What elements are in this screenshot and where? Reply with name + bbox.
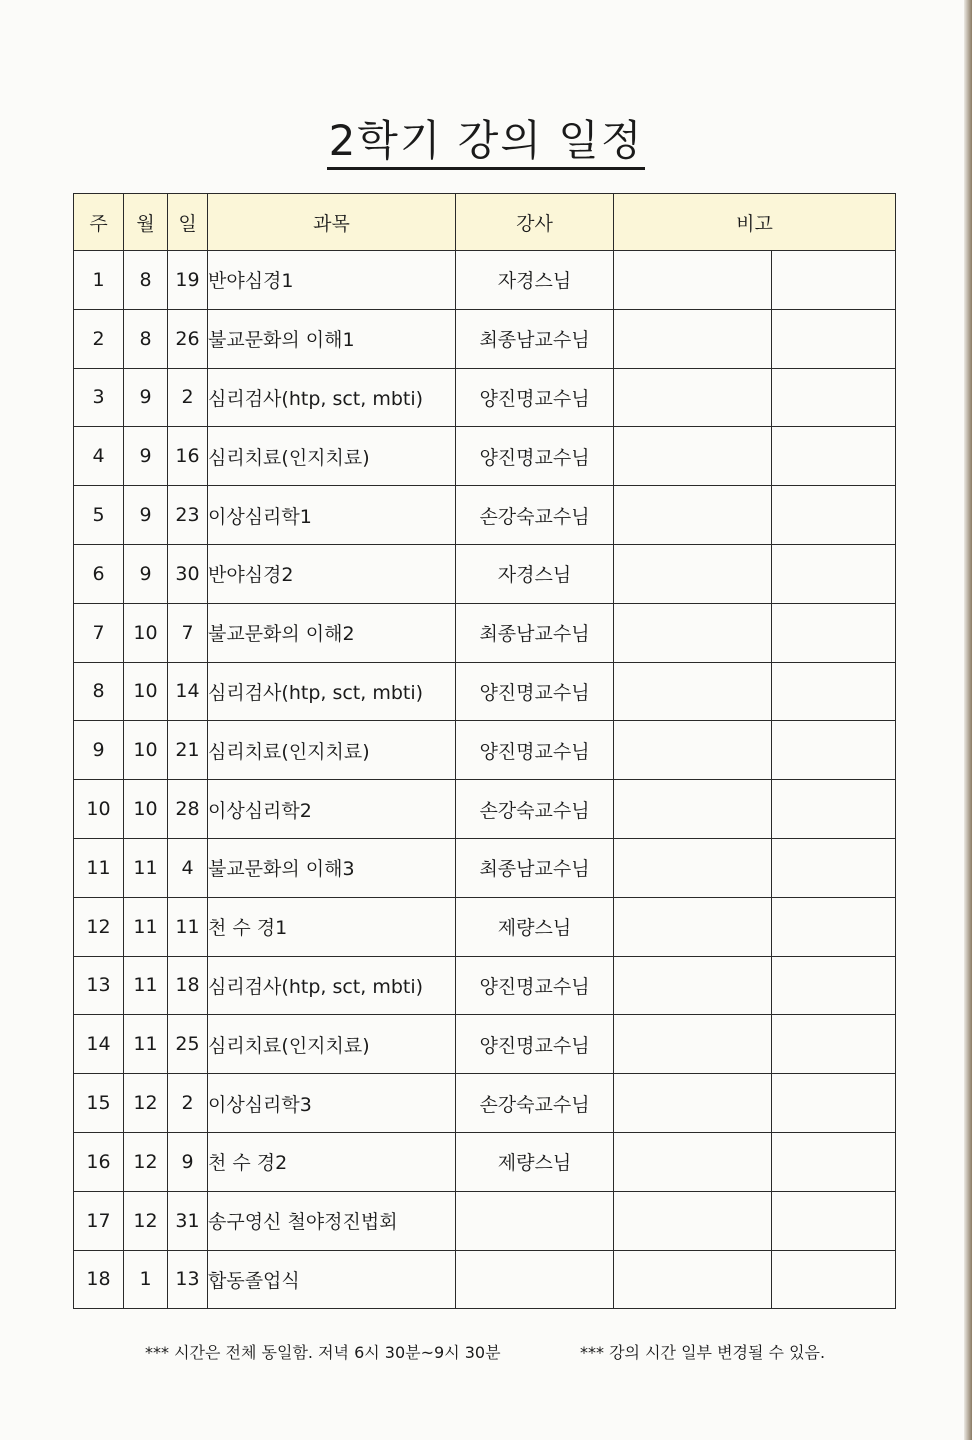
cell-note-2 [772, 427, 896, 486]
cell-day: 7 [168, 603, 208, 662]
cell-week: 11 [74, 838, 124, 897]
cell-day: 21 [168, 721, 208, 780]
cell-teacher: 양진명교수님 [456, 1015, 614, 1074]
cell-note-2 [772, 721, 896, 780]
cell-month: 10 [124, 780, 168, 839]
cell-month: 11 [124, 897, 168, 956]
table-row [74, 309, 896, 368]
cell-day: 14 [168, 662, 208, 721]
cell-teacher: 최종남교수님 [456, 603, 614, 662]
cell-week: 10 [74, 780, 124, 839]
cell-subject: 송구영신 철야정진법회 [208, 1191, 456, 1250]
cell-teacher [456, 1250, 614, 1309]
table-row [74, 1015, 896, 1074]
cell-day: 4 [168, 838, 208, 897]
cell-note-2 [772, 1015, 896, 1074]
cell-teacher: 제량스님 [456, 897, 614, 956]
table-row [74, 1250, 896, 1309]
cell-subject: 불교문화의 이해2 [208, 603, 456, 662]
cell-note-2 [772, 368, 896, 427]
cell-day: 2 [168, 368, 208, 427]
cell-note-1 [614, 780, 772, 839]
header-teacher: 강사 [456, 194, 614, 251]
cell-subject: 심리검사(htp, sct, mbti) [208, 956, 456, 1015]
cell-note-2 [772, 1132, 896, 1191]
cell-week: 15 [74, 1074, 124, 1133]
cell-day: 26 [168, 309, 208, 368]
cell-month: 11 [124, 956, 168, 1015]
cell-teacher: 최종남교수님 [456, 838, 614, 897]
cell-teacher: 손강숙교수님 [456, 780, 614, 839]
cell-subject: 심리치료(인지치료) [208, 427, 456, 486]
cell-week: 7 [74, 603, 124, 662]
cell-week: 2 [74, 309, 124, 368]
cell-note-1 [614, 544, 772, 603]
table-row [74, 1191, 896, 1250]
cell-month: 10 [124, 603, 168, 662]
table-row [74, 368, 896, 427]
header-week: 주 [74, 194, 124, 251]
cell-subject: 반야심경1 [208, 251, 456, 310]
cell-note-1 [614, 251, 772, 310]
cell-week: 8 [74, 662, 124, 721]
cell-day: 18 [168, 956, 208, 1015]
table-row [74, 897, 896, 956]
cell-note-1 [614, 721, 772, 780]
page-title-text: 2학기 강의 일정 [327, 116, 646, 170]
cell-teacher [456, 1191, 614, 1250]
cell-subject: 불교문화의 이해1 [208, 309, 456, 368]
cell-day: 2 [168, 1074, 208, 1133]
cell-week: 14 [74, 1015, 124, 1074]
cell-week: 12 [74, 897, 124, 956]
cell-month: 10 [124, 662, 168, 721]
cell-note-2 [772, 309, 896, 368]
cell-note-2 [772, 662, 896, 721]
cell-day: 9 [168, 1132, 208, 1191]
cell-note-2 [772, 956, 896, 1015]
table-row [74, 721, 896, 780]
table-row [74, 427, 896, 486]
cell-week: 13 [74, 956, 124, 1015]
cell-note-1 [614, 1191, 772, 1250]
cell-note-2 [772, 603, 896, 662]
schedule-table [73, 193, 896, 1309]
cell-note-2 [772, 486, 896, 545]
cell-month: 9 [124, 368, 168, 427]
cell-teacher: 양진명교수님 [456, 427, 614, 486]
cell-week: 18 [74, 1250, 124, 1309]
header-row [74, 194, 896, 251]
cell-teacher: 최종남교수님 [456, 309, 614, 368]
table-row [74, 251, 896, 310]
cell-day: 23 [168, 486, 208, 545]
cell-teacher: 자경스님 [456, 251, 614, 310]
cell-subject: 합동졸업식 [208, 1250, 456, 1309]
cell-day: 30 [168, 544, 208, 603]
cell-subject: 반야심경2 [208, 544, 456, 603]
cell-day: 25 [168, 1015, 208, 1074]
cell-month: 9 [124, 486, 168, 545]
cell-note-2 [772, 897, 896, 956]
cell-teacher: 손강숙교수님 [456, 486, 614, 545]
cell-month: 12 [124, 1074, 168, 1133]
cell-week: 16 [74, 1132, 124, 1191]
cell-note-1 [614, 368, 772, 427]
cell-note-1 [614, 1132, 772, 1191]
cell-note-2 [772, 1074, 896, 1133]
table-row [74, 1074, 896, 1133]
cell-note-2 [772, 251, 896, 310]
cell-subject: 심리검사(htp, sct, mbti) [208, 368, 456, 427]
cell-note-1 [614, 1250, 772, 1309]
cell-day: 16 [168, 427, 208, 486]
cell-day: 31 [168, 1191, 208, 1250]
cell-week: 4 [74, 427, 124, 486]
table-row [74, 544, 896, 603]
cell-week: 9 [74, 721, 124, 780]
footer-time-note: *** 시간은 전체 동일함. 저녁 6시 30분~9시 30분 [145, 1343, 501, 1362]
page-title [0, 108, 972, 168]
cell-week: 17 [74, 1191, 124, 1250]
table-row [74, 662, 896, 721]
cell-month: 8 [124, 309, 168, 368]
cell-subject: 이상심리학2 [208, 780, 456, 839]
cell-note-1 [614, 427, 772, 486]
cell-teacher: 손강숙교수님 [456, 1074, 614, 1133]
cell-month: 10 [124, 721, 168, 780]
cell-note-1 [614, 897, 772, 956]
cell-teacher: 양진명교수님 [456, 721, 614, 780]
cell-subject: 심리치료(인지치료) [208, 721, 456, 780]
cell-week: 1 [74, 251, 124, 310]
table-row [74, 956, 896, 1015]
cell-day: 19 [168, 251, 208, 310]
cell-teacher: 양진명교수님 [456, 956, 614, 1015]
cell-month: 12 [124, 1132, 168, 1191]
cell-subject: 불교문화의 이해3 [208, 838, 456, 897]
cell-note-1 [614, 309, 772, 368]
cell-subject: 심리검사(htp, sct, mbti) [208, 662, 456, 721]
cell-note-1 [614, 956, 772, 1015]
cell-day: 13 [168, 1250, 208, 1309]
cell-teacher: 양진명교수님 [456, 368, 614, 427]
cell-subject: 천 수 경2 [208, 1132, 456, 1191]
cell-note-2 [772, 1250, 896, 1309]
cell-note-1 [614, 1074, 772, 1133]
cell-teacher: 제량스님 [456, 1132, 614, 1191]
cell-month: 9 [124, 427, 168, 486]
cell-note-2 [772, 544, 896, 603]
cell-week: 5 [74, 486, 124, 545]
table-row [74, 603, 896, 662]
page-edge-shadow [964, 0, 972, 1440]
cell-note-1 [614, 662, 772, 721]
header-note: 비고 [614, 194, 896, 251]
cell-note-1 [614, 603, 772, 662]
cell-week: 6 [74, 544, 124, 603]
cell-teacher: 양진명교수님 [456, 662, 614, 721]
cell-month: 11 [124, 838, 168, 897]
table-row [74, 486, 896, 545]
cell-month: 8 [124, 251, 168, 310]
cell-note-1 [614, 1015, 772, 1074]
cell-teacher: 자경스님 [456, 544, 614, 603]
table-row [74, 780, 896, 839]
cell-month: 9 [124, 544, 168, 603]
cell-subject: 천 수 경1 [208, 897, 456, 956]
table-row [74, 1132, 896, 1191]
header-subject: 과목 [208, 194, 456, 251]
cell-month: 1 [124, 1250, 168, 1309]
cell-month: 11 [124, 1015, 168, 1074]
cell-note-1 [614, 486, 772, 545]
header-month: 월 [124, 194, 168, 251]
cell-day: 11 [168, 897, 208, 956]
cell-month: 12 [124, 1191, 168, 1250]
cell-day: 28 [168, 780, 208, 839]
cell-note-2 [772, 1191, 896, 1250]
cell-note-2 [772, 838, 896, 897]
header-day: 일 [168, 194, 208, 251]
cell-subject: 이상심리학3 [208, 1074, 456, 1133]
cell-note-1 [614, 838, 772, 897]
cell-subject: 심리치료(인지치료) [208, 1015, 456, 1074]
footer-change-note: *** 강의 시간 일부 변경될 수 있음. [580, 1343, 826, 1362]
schedule-body [74, 251, 896, 1309]
cell-week: 3 [74, 368, 124, 427]
cell-note-2 [772, 780, 896, 839]
cell-subject: 이상심리학1 [208, 486, 456, 545]
table-row [74, 838, 896, 897]
